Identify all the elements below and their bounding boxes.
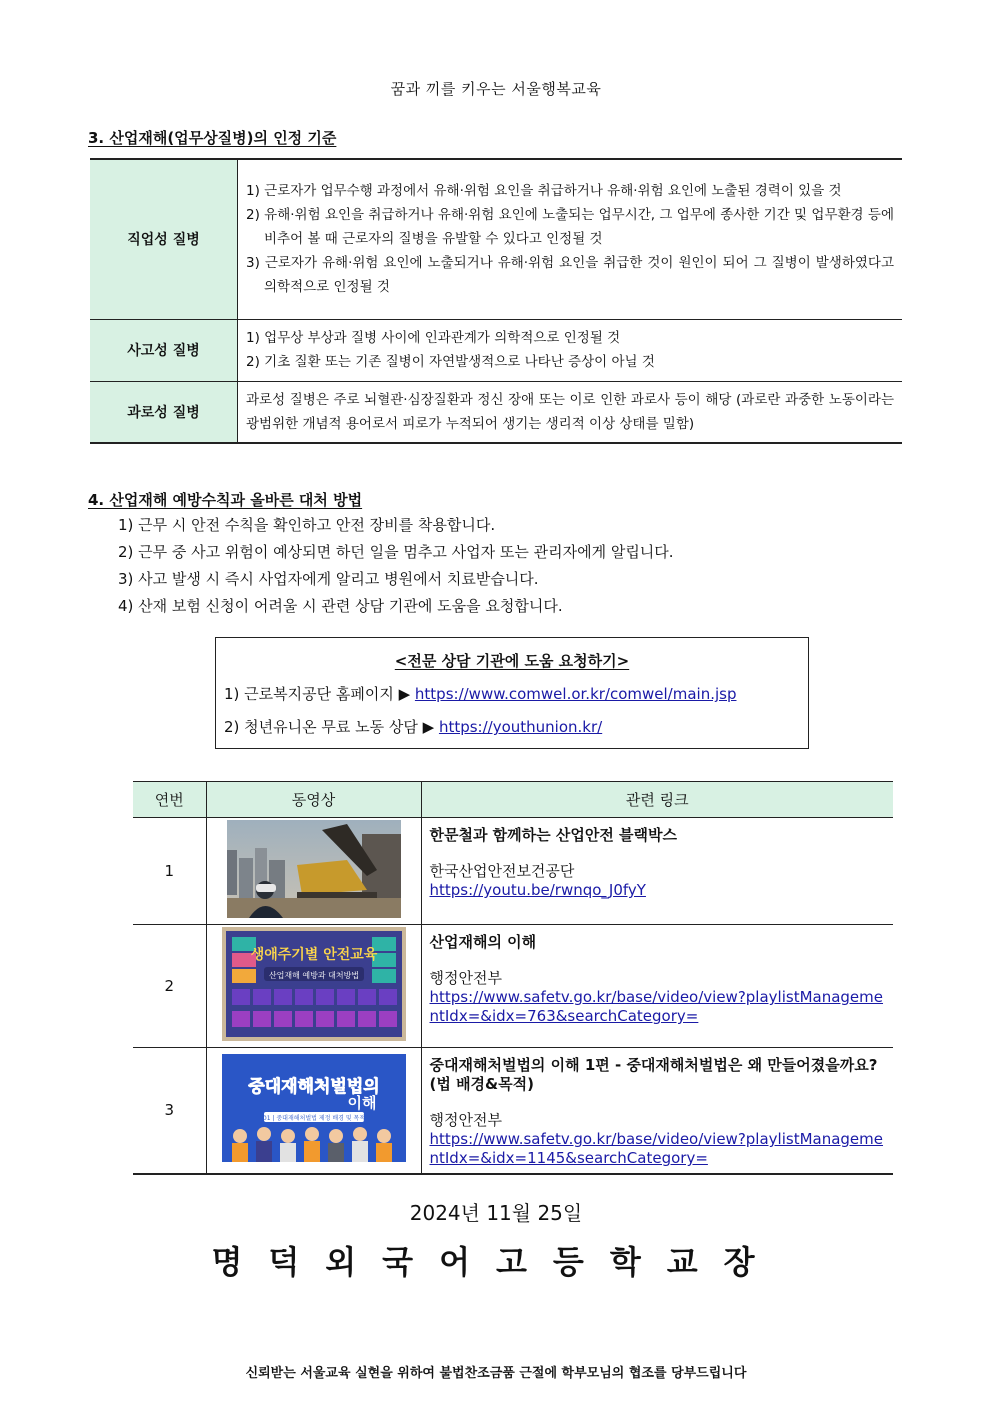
criteria-item: 과로성 질병은 주로 뇌혈관·심장질환과 정신 장애 또는 이로 인한 과로사 등이 해당 (과로란 과중한 노동이라는 광범위한 개념적 용어로서 피로가 누적되어 생기는 생리적 이상 상태를 밀함) <box>238 381 903 443</box>
safety-education-thumbnail-image[interactable] <box>222 927 406 1041</box>
footer-notice: 신뢰받는 서울교육 실현을 위하여 불법찬조금품 근절에 학부모님의 협조를 당부드립니다 <box>245 1366 747 1381</box>
step-item: 4) 산재 보험 신청이 어려울 시 관련 상담 기관에 도움을 요청합니다. <box>118 597 563 615</box>
thumbnail-title-2: 이해 <box>347 1094 376 1113</box>
prevention-steps <box>118 512 674 620</box>
criteria-item: 1) 업무상 부상과 질병 사이에 인과관계가 의학적으로 인정될 것 <box>246 330 621 346</box>
criteria-item: 3) 근로자가 유해·위험 요인에 노출되거나 유해·위험 요인을 취급한 것이 원인이 되어 그 질병이 발생하였다고 의학적으로 인정될 것 <box>246 255 894 296</box>
step-item: 1) 근무 시 안전 수칙을 확인하고 안전 장비를 착용합니다. <box>118 516 496 534</box>
consult-line <box>224 683 808 704</box>
step-item: 2) 근무 중 사고 위험이 예상되면 하던 일을 멈추고 사업자 또는 관리자에게 알립니다. <box>118 543 674 561</box>
comwel-link[interactable]: https://www.comwel.or.kr/comwel/main.jsp <box>414 685 737 703</box>
video-link[interactable]: https://www.safetv.go.kr/base/video/view?playlistManagementIdx=&idx=1145&searchCategory= <box>429 1130 884 1167</box>
thumbnail-subtitle: 01 | 중대재해처벌법 제정 배경 및 목적 <box>262 1115 365 1123</box>
video-thumbnail[interactable] <box>206 925 421 1048</box>
consult-title: <전문 상담 기관에 도움 요청하기> <box>394 652 630 670</box>
table-row <box>133 925 893 1048</box>
criteria-label: 직업성 질병 <box>90 159 238 319</box>
criteria-row-overwork <box>90 381 902 443</box>
video-title: 산업재해의 이해 <box>429 933 537 951</box>
section4-title: 4. 산업재해 예방수칙과 올바른 대처 방법 <box>88 491 363 509</box>
video-thumbnail[interactable] <box>206 1048 421 1174</box>
col-header-link: 관련 링크 <box>421 782 893 818</box>
video-source: 행정안전부 <box>429 969 502 987</box>
criteria-item: 2) 기초 질환 또는 기존 질병이 자연발생적으로 나타난 증상이 아닐 것 <box>246 354 655 370</box>
consult-label: 1) 근로복지공단 홈페이지 ▶ <box>224 685 415 703</box>
video-link[interactable]: https://youtu.be/rwnqo_J0fyY <box>429 881 646 899</box>
serious-accident-law-thumbnail-image[interactable] <box>222 1054 406 1162</box>
header-slogan: 꿈과 끼를 키우는 서울행복교육 <box>390 80 602 98</box>
thumbnail-title: 생애주기별 안전교육 <box>250 947 377 963</box>
criteria-row-occupational <box>90 159 902 319</box>
school-principal-signature: 명덕외국어고등학교장 <box>211 1243 781 1281</box>
consult-label: 2) 청년유니온 무료 노동 상담 ▶ <box>224 718 439 736</box>
video-title: 한문철과 함께하는 산업안전 블랙박스 <box>429 826 678 844</box>
youthunion-link[interactable]: https://youthunion.kr/ <box>438 718 603 736</box>
row-number: 2 <box>133 925 206 1048</box>
video-title: 중대재해처벌법의 이해 1편 - 중대재해처벌법은 왜 만들어졌을까요? (법 배경&목적) <box>429 1056 878 1093</box>
table-row <box>133 818 893 925</box>
video-source: 행정안전부 <box>429 1111 502 1129</box>
criteria-table <box>90 158 902 444</box>
criteria-label: 사고성 질병 <box>90 319 238 381</box>
consult-box <box>215 637 809 749</box>
video-link[interactable]: https://www.safetv.go.kr/base/video/view?playlistManagementIdx=&idx=763&searchCategory= <box>429 988 884 1025</box>
thumbnail-subtitle: 산업재해 예방과 대처방법 <box>268 971 359 980</box>
video-thumbnail[interactable] <box>206 818 421 925</box>
criteria-row-accident <box>90 319 902 381</box>
col-header-no: 연번 <box>133 782 206 818</box>
criteria-item: 2) 유해·위험 요인을 취급하거나 유해·위험 요인에 노출되는 업무시간, 그 업무에 종사한 기간 및 업무환경 등에 비추어 볼 때 근로자의 질병을 유발할 수 있다고 인정될 것 <box>246 207 894 248</box>
video-source: 한국산업안전보건공단 <box>429 862 575 880</box>
issue-date: 2024년 11월 25일 <box>409 1201 583 1225</box>
row-number: 1 <box>133 818 206 925</box>
row-number: 3 <box>133 1048 206 1174</box>
thumbnail-title: 중대재해처벌법의 <box>247 1077 380 1098</box>
section3-title: 3. 산업재해(업무상질병)의 인정 기준 <box>88 129 337 147</box>
table-row <box>133 1048 893 1174</box>
excavator-thumbnail-image[interactable] <box>227 820 401 918</box>
col-header-video: 동영상 <box>206 782 421 818</box>
video-table <box>133 781 893 1175</box>
consult-line <box>224 716 808 737</box>
criteria-item: 1) 근로자가 업무수행 과정에서 유해·위험 요인을 취급하거나 유해·위험 요인에 노출된 경력이 있을 것 <box>246 183 842 200</box>
criteria-label: 과로성 질병 <box>90 381 238 443</box>
step-item: 3) 사고 발생 시 즉시 사업자에게 알리고 병원에서 치료받습니다. <box>118 570 539 588</box>
